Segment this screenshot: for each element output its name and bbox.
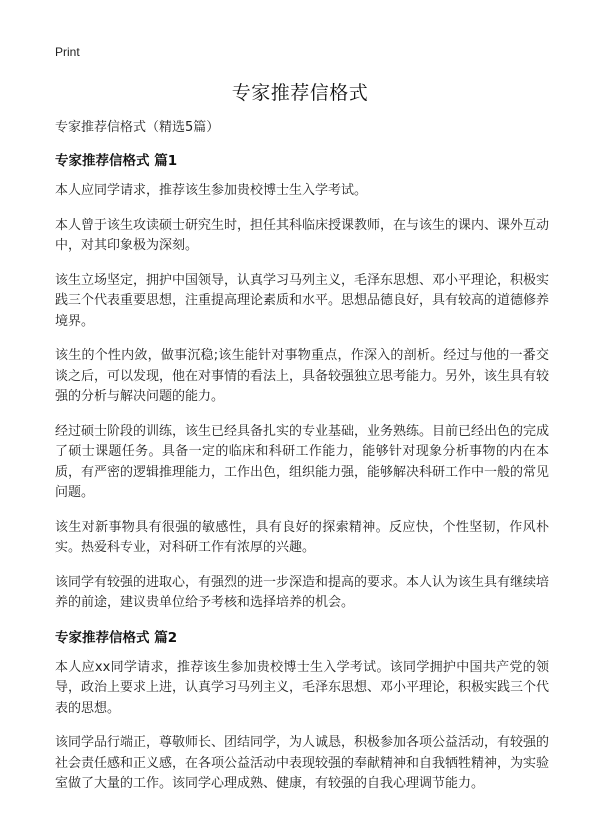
section-heading: 专家推荐信格式 篇1 [55, 153, 178, 169]
document-body [55, 118, 549, 795]
paragraph: 该生的个性内敛，做事沉稳;该生能针对事物重点，作深入的剖析。经过与他的一番交谈之后，可以发现，他在对事情的看法上，具备较强独立思考能力。另外，该生具有较强的分析与解决问题的能力。 [55, 348, 550, 404]
page-title: 专家推荐信格式 [231, 82, 369, 104]
paragraph: 该同学有较强的进取心，有强烈的进一步深造和提高的要求。本人认为该生具有继续培养的前途，建议贵单位给予考核和选择培养的机会。 [55, 574, 550, 610]
paragraph: 该生对新事物具有很强的敏感性，具有良好的探索精神。反应快，个性坚韧，作风朴实。热爱科专业，对科研工作有浓厚的兴趣。 [55, 519, 549, 555]
paragraph: 该生立场坚定，拥护中国领导，认真学习马列主义，毛泽东思想、邓小平理论，积极实践三个代表重要思想，注重提高理论素质和水平。思想品德良好，具有较高的道德修养境界。 [55, 272, 550, 329]
paragraph: 本人应xx同学请求，推荐该生参加贵校博士生入学考试。该同学拥护中国共产党的领导，政治上要求上进，认真学习马列主义，毛泽东思想、邓小平理论，积极实践三个代表的思想。 [55, 659, 550, 716]
paragraph: 经过硕士阶段的训练，该生已经具备扎实的专业基础，业务熟练。目前已经出色的完成了硕士课题任务。具备一定的临床和科研工作能力，能够针对现象分析事物的内在本质，有严密的逻辑推理能力，工作出色，组织能力强，能够解决科研工作中一般的常见问题。 [55, 423, 550, 500]
section-heading: 专家推荐信格式 篇2 [55, 629, 178, 646]
paragraph: 本人应同学请求，推荐该生参加贵校博士生入学考试。 [55, 183, 368, 198]
paragraph: 该同学品行端正，尊敬师长、团结同学，为人诚恳，积极参加各项公益活动，有较强的社会责任感和正义感，在各项公益活动中表现较强的奉献精神和自我牺牲精神，为实验室做了大量的工作。该同学心理成熟、健康，有较强的自我心理调节能力。 [55, 735, 550, 791]
paragraph: 本人曾于该生攻读硕士研究生时，担任其科临床授课教师，在与该生的课内、课外互动中，对其印象极为深刻。 [55, 217, 550, 253]
document-subtitle: 专家推荐信格式（精选5篇） [55, 120, 220, 135]
print-link[interactable]: Print [55, 45, 80, 59]
